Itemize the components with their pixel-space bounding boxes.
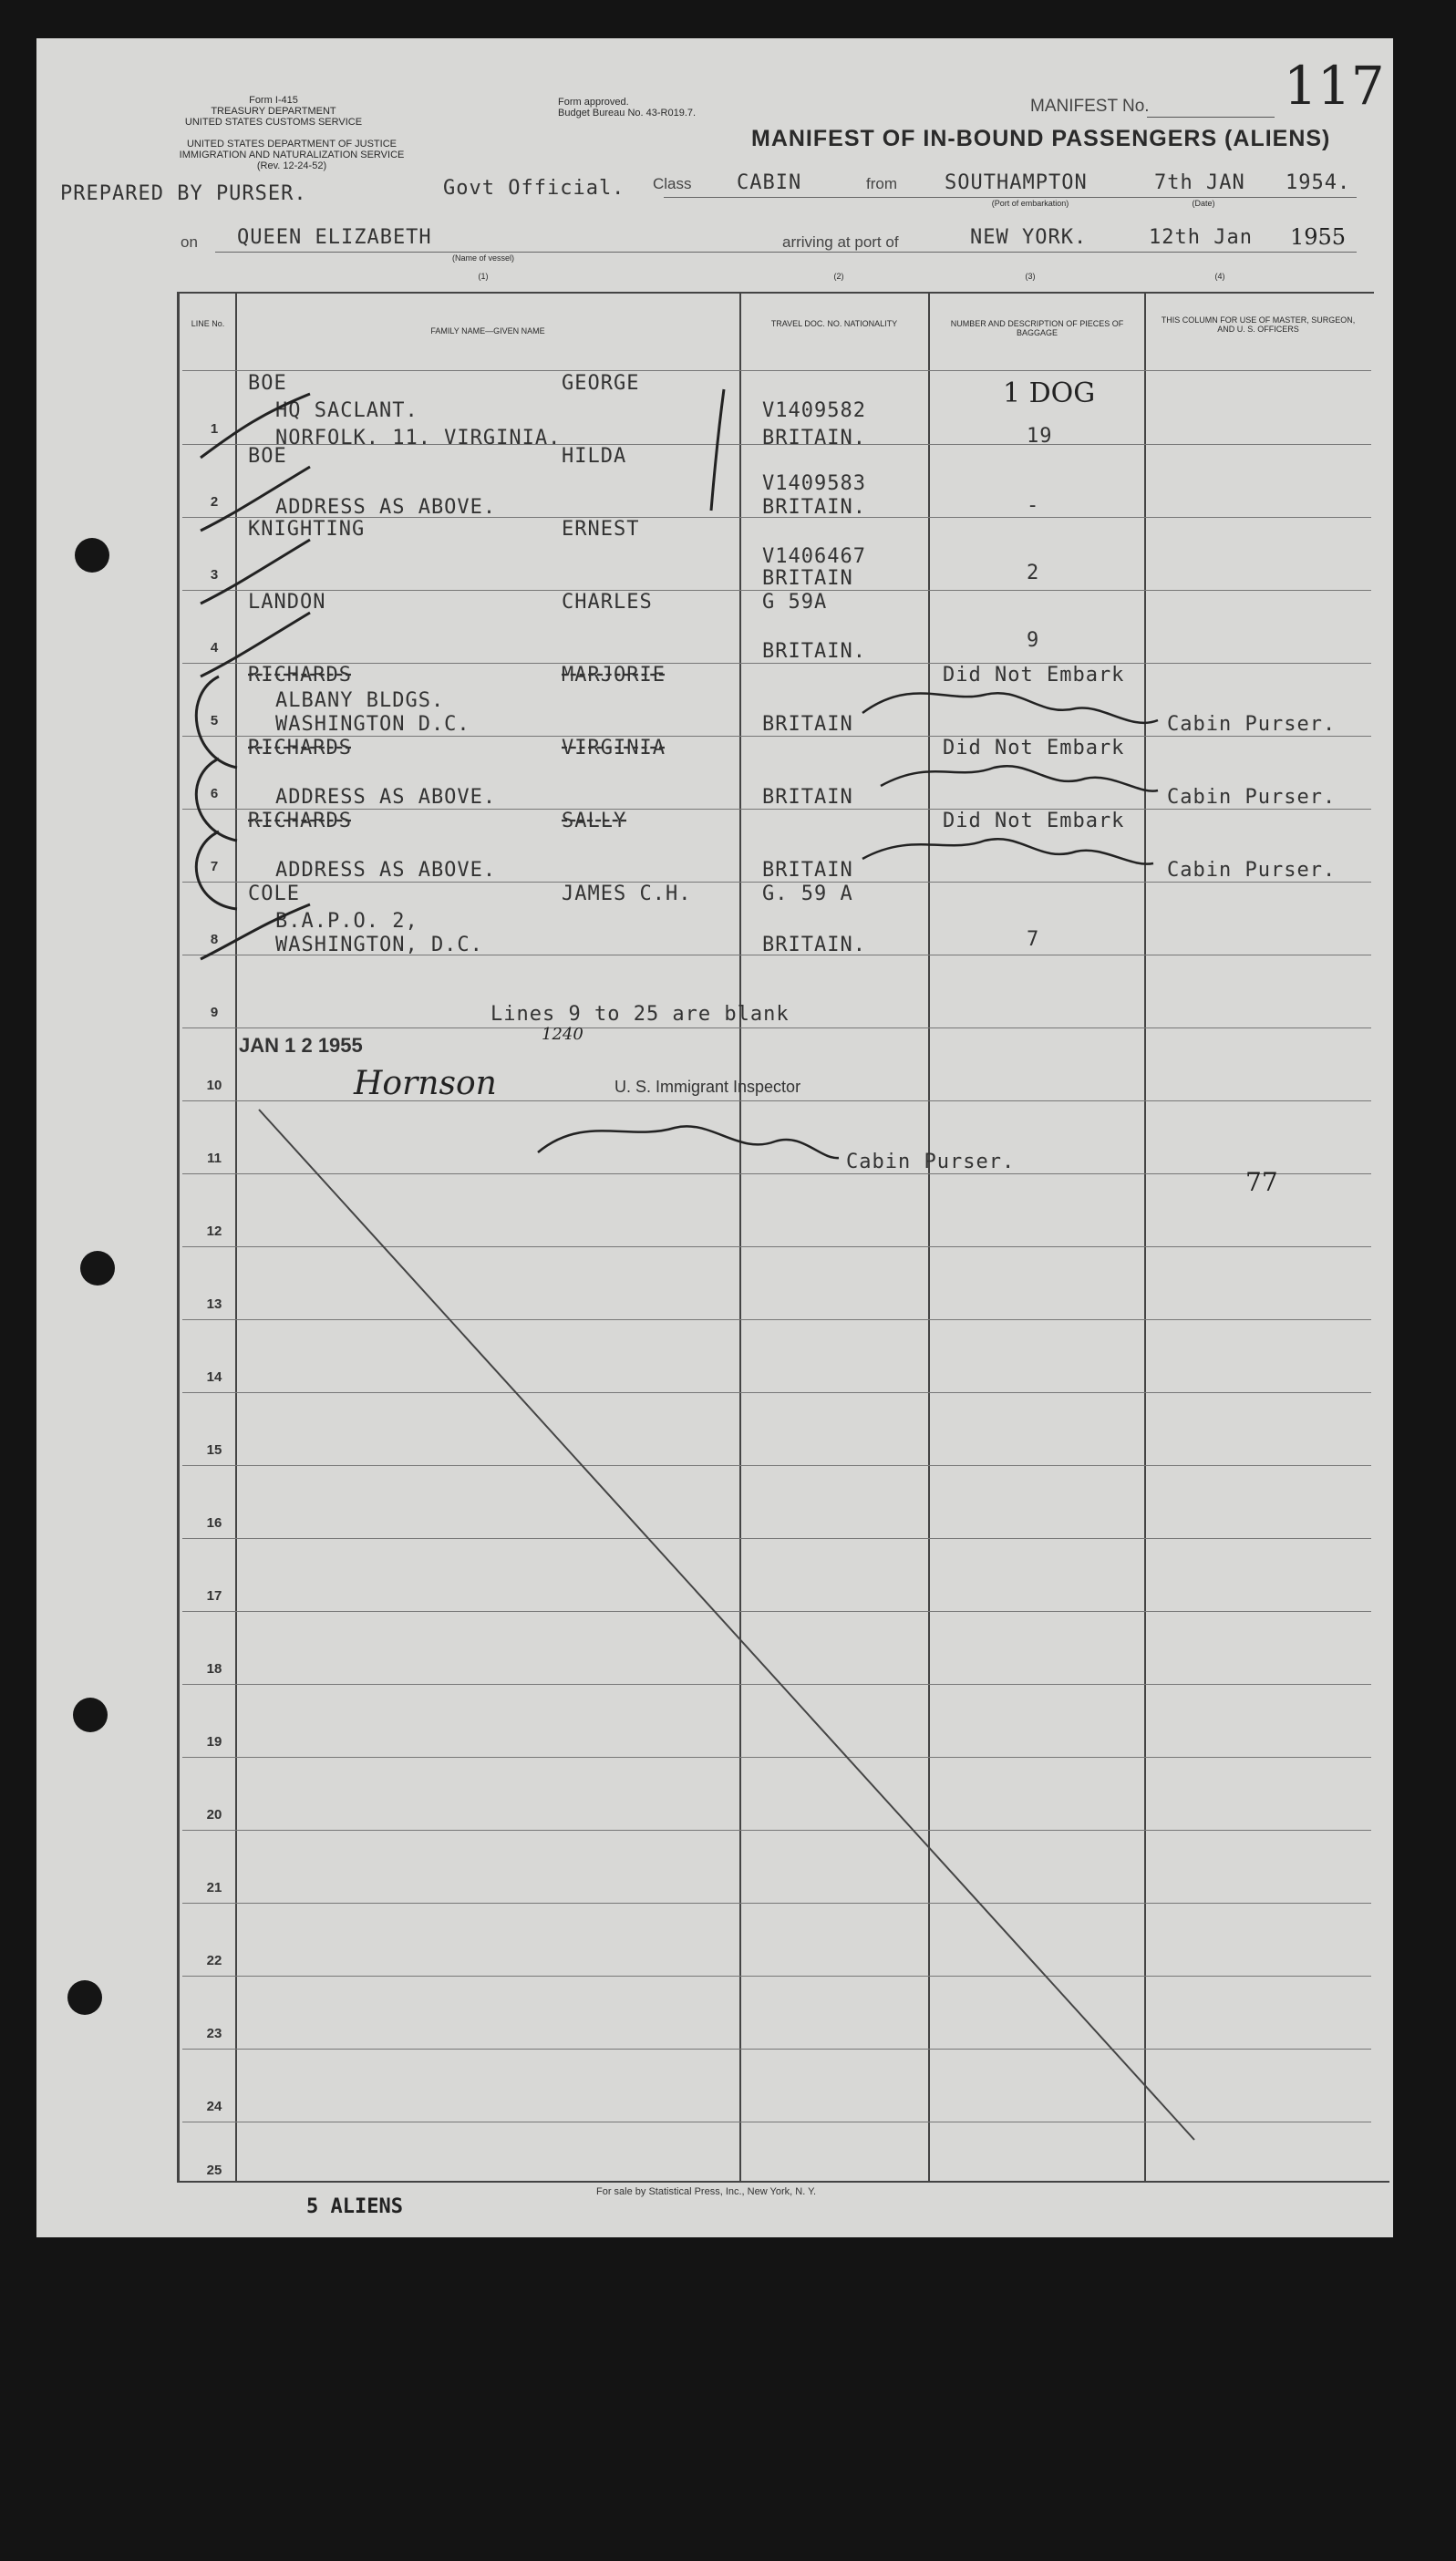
baggage-note: 1 DOG bbox=[1003, 377, 1096, 409]
purser-title: Cabin Purser. bbox=[1167, 786, 1337, 809]
line-number: 9 bbox=[210, 1005, 219, 1020]
line-number: 16 bbox=[206, 1515, 222, 1531]
passenger-given-name: ERNEST bbox=[562, 518, 640, 541]
inspector-initials: 1240 bbox=[542, 1025, 583, 1044]
purser-title: Cabin Purser. bbox=[1167, 713, 1337, 736]
cancellation-stroke bbox=[259, 1110, 1194, 2140]
col-ref-4: (4) bbox=[1214, 272, 1225, 281]
passenger-family-name: RICHARDS bbox=[248, 810, 352, 832]
col-header-baggage: NUMBER AND DESCRIPTION OF PIECES OF BAGGAGE bbox=[950, 319, 1124, 337]
on-label: on bbox=[181, 233, 198, 251]
nationality: BRITAIN. bbox=[762, 427, 866, 449]
did-not-embark-note: Did Not Embark bbox=[943, 664, 1125, 687]
passenger-family-name: BOE bbox=[248, 372, 287, 395]
col-header-officers: THIS COLUMN FOR USE OF MASTER, SURGEON, AND U. S. OFFICERS bbox=[1161, 315, 1356, 334]
line-number: 22 bbox=[206, 1953, 222, 1968]
purser-signature bbox=[862, 693, 1158, 723]
passenger-address: ALBANY BLDGS. bbox=[275, 689, 445, 712]
arrival-port: NEW YORK. bbox=[970, 226, 1088, 249]
justice-label: UNITED STATES DEPARTMENT OF JUSTICE bbox=[186, 139, 397, 150]
nationality: BRITAIN bbox=[762, 786, 853, 809]
arrival-date: 12th Jan bbox=[1149, 226, 1253, 249]
customs-label: UNITED STATES CUSTOMS SERVICE bbox=[184, 117, 363, 128]
inspector-signature: Hornson bbox=[354, 1065, 497, 1102]
manifest-number: 117 bbox=[1284, 55, 1385, 117]
line-number: 21 bbox=[206, 1880, 222, 1895]
line-number: 1 bbox=[210, 421, 219, 437]
nationality: BRITAIN. bbox=[762, 640, 866, 663]
line-number: 11 bbox=[207, 1151, 222, 1166]
line-number: 23 bbox=[206, 2026, 222, 2041]
passenger-given-name: JAMES C.H. bbox=[562, 883, 692, 905]
did-not-embark-note: Did Not Embark bbox=[943, 737, 1125, 759]
class-label: Class bbox=[653, 175, 692, 192]
from-label: from bbox=[866, 175, 897, 192]
passenger-address: HQ SACLANT. bbox=[275, 399, 418, 422]
line-number: 8 bbox=[210, 932, 219, 947]
manifest-title: MANIFEST OF IN-BOUND PASSENGERS (ALIENS) bbox=[751, 126, 1331, 151]
line-number: 7 bbox=[210, 859, 219, 874]
line-number: 2 bbox=[210, 494, 219, 510]
vertical-mark bbox=[711, 389, 724, 511]
from-value: SOUTHAMPTON bbox=[945, 171, 1088, 194]
col-ref-2: (2) bbox=[833, 272, 844, 281]
passenger-given-name: GEORGE bbox=[562, 372, 640, 395]
passenger-given-name: VIRGINIA bbox=[562, 737, 666, 759]
class-value: CABIN bbox=[737, 171, 802, 194]
line-number: 10 bbox=[206, 1078, 222, 1093]
revision-label: (Rev. 12-24-52) bbox=[256, 160, 327, 171]
nationality: BRITAIN bbox=[762, 859, 853, 882]
line-number: 20 bbox=[206, 1807, 222, 1823]
arriving-label: arriving at port of bbox=[782, 233, 899, 251]
purser-signature bbox=[881, 766, 1158, 790]
line-number: 15 bbox=[206, 1442, 222, 1458]
line-check-mark bbox=[201, 613, 310, 676]
line-number: 6 bbox=[210, 786, 219, 801]
passenger-given-name: SALLY bbox=[562, 810, 627, 832]
ins-label: IMMIGRATION AND NATURALIZATION SERVICE bbox=[179, 150, 405, 160]
handwriting-overlay bbox=[36, 38, 1393, 2237]
line-number: 5 bbox=[210, 713, 219, 728]
bracket-scroll bbox=[196, 831, 237, 909]
line-number: 25 bbox=[206, 2163, 222, 2178]
line-number: 19 bbox=[206, 1734, 222, 1750]
did-not-embark-note: Did Not Embark bbox=[943, 810, 1125, 832]
passenger-family-name: BOE bbox=[248, 445, 287, 468]
nationality: BRITAIN bbox=[762, 713, 853, 736]
purser-signature bbox=[862, 839, 1153, 863]
passenger-address: NORFOLK. 11. VIRGINIA. bbox=[275, 427, 562, 449]
line-number: 18 bbox=[206, 1661, 222, 1677]
arrival-year: 1955 bbox=[1290, 224, 1347, 250]
purser-title: Cabin Purser. bbox=[1167, 859, 1337, 882]
travel-doc-number: V1409582 bbox=[762, 399, 866, 422]
passenger-family-name: RICHARDS bbox=[248, 664, 352, 687]
line-number: 13 bbox=[206, 1296, 222, 1312]
approval-line: Form approved. bbox=[558, 97, 629, 108]
closing-purser-title: Cabin Purser. bbox=[846, 1151, 1016, 1173]
date-value: 7th JAN bbox=[1154, 171, 1245, 194]
passenger-address: WASHINGTON, D.C. bbox=[275, 934, 483, 956]
line-check-mark bbox=[201, 467, 310, 531]
line-number: 4 bbox=[210, 640, 219, 656]
passenger-family-name: RICHARDS bbox=[248, 737, 352, 759]
nationality: BRITAIN. bbox=[762, 934, 866, 956]
from-sub: (Port of embarkation) bbox=[991, 199, 1069, 208]
line-check-mark bbox=[201, 904, 310, 959]
passenger-given-name: CHARLES bbox=[562, 591, 653, 614]
date-sub: (Date) bbox=[1192, 199, 1215, 208]
manifest-page bbox=[36, 38, 1393, 2237]
col-ref-1: (1) bbox=[478, 272, 489, 281]
passenger-given-name: MARJORIE bbox=[562, 664, 666, 687]
line-number: 24 bbox=[206, 2099, 222, 2114]
prepared-by: PREPARED BY PURSER. bbox=[60, 182, 307, 205]
col-header-line: LINE No. bbox=[191, 319, 225, 328]
col-header-travel: TRAVEL DOC. NO. NATIONALITY bbox=[770, 319, 898, 328]
passenger-address: WASHINGTON D.C. bbox=[275, 713, 470, 736]
treasury-label: TREASURY DEPARTMENT bbox=[211, 106, 336, 117]
vessel-sub: (Name of vessel) bbox=[451, 253, 515, 263]
baggage-count: 2 bbox=[1027, 562, 1040, 584]
manifest-label: MANIFEST No. bbox=[1030, 97, 1150, 116]
passenger-family-name: LANDON bbox=[248, 591, 326, 614]
baggage-count: 19 bbox=[1027, 425, 1053, 448]
alien-count: 5 ALIENS bbox=[306, 2195, 403, 2218]
line-number: 12 bbox=[206, 1224, 222, 1239]
passenger-family-name: KNIGHTING bbox=[248, 518, 366, 541]
travel-doc-number: G. 59 A bbox=[762, 883, 853, 905]
travel-doc-number: V1406467 bbox=[762, 545, 866, 568]
official-stamp: Govt Official. bbox=[443, 177, 625, 200]
travel-doc-number: G 59A bbox=[762, 591, 828, 614]
passenger-address: ADDRESS AS ABOVE. bbox=[275, 496, 497, 519]
line-number: 3 bbox=[210, 567, 219, 583]
year-value: 1954. bbox=[1286, 171, 1351, 194]
nationality: BRITAIN. bbox=[762, 496, 866, 519]
line-check-mark bbox=[201, 394, 310, 458]
blank-lines-note: Lines 9 to 25 are blank bbox=[490, 1003, 790, 1026]
bracket-scroll bbox=[196, 759, 237, 841]
nationality: BRITAIN bbox=[762, 567, 853, 590]
travel-doc-number: V1409583 bbox=[762, 472, 866, 495]
baggage-count: 9 bbox=[1027, 629, 1040, 652]
bracket-scrawls bbox=[196, 389, 724, 959]
inspector-title: U. S. Immigrant Inspector bbox=[614, 1078, 801, 1096]
line-check-mark bbox=[201, 540, 310, 604]
form-number: Form I-415 bbox=[249, 95, 298, 106]
passenger-given-name: HILDA bbox=[562, 445, 627, 468]
purser-signature bbox=[538, 1126, 839, 1158]
col-header-name: FAMILY NAME—GIVEN NAME bbox=[430, 326, 545, 336]
printer-credit: For sale by Statistical Press, Inc., New York, N. Y. bbox=[596, 2186, 817, 2197]
passenger-address: B.A.P.O. 2, bbox=[275, 910, 418, 933]
line-number: 17 bbox=[206, 1588, 222, 1604]
vessel-name: QUEEN ELIZABETH bbox=[237, 226, 432, 249]
bracket-scroll bbox=[196, 676, 237, 768]
passenger-address: ADDRESS AS ABOVE. bbox=[275, 786, 497, 809]
budget-line: Budget Bureau No. 43-R019.7. bbox=[558, 108, 697, 119]
passenger-family-name: COLE bbox=[248, 883, 300, 905]
margin-note: 77 bbox=[1245, 1167, 1278, 1197]
passenger-address: ADDRESS AS ABOVE. bbox=[275, 859, 497, 882]
baggage-count: 7 bbox=[1027, 928, 1040, 951]
purser-signatures bbox=[538, 693, 1158, 1158]
col-ref-3: (3) bbox=[1025, 272, 1036, 281]
line-number: 14 bbox=[206, 1369, 222, 1385]
baggage-count: - bbox=[1027, 494, 1040, 517]
inspection-stamp-date: JAN 1 2 1955 bbox=[239, 1034, 363, 1057]
